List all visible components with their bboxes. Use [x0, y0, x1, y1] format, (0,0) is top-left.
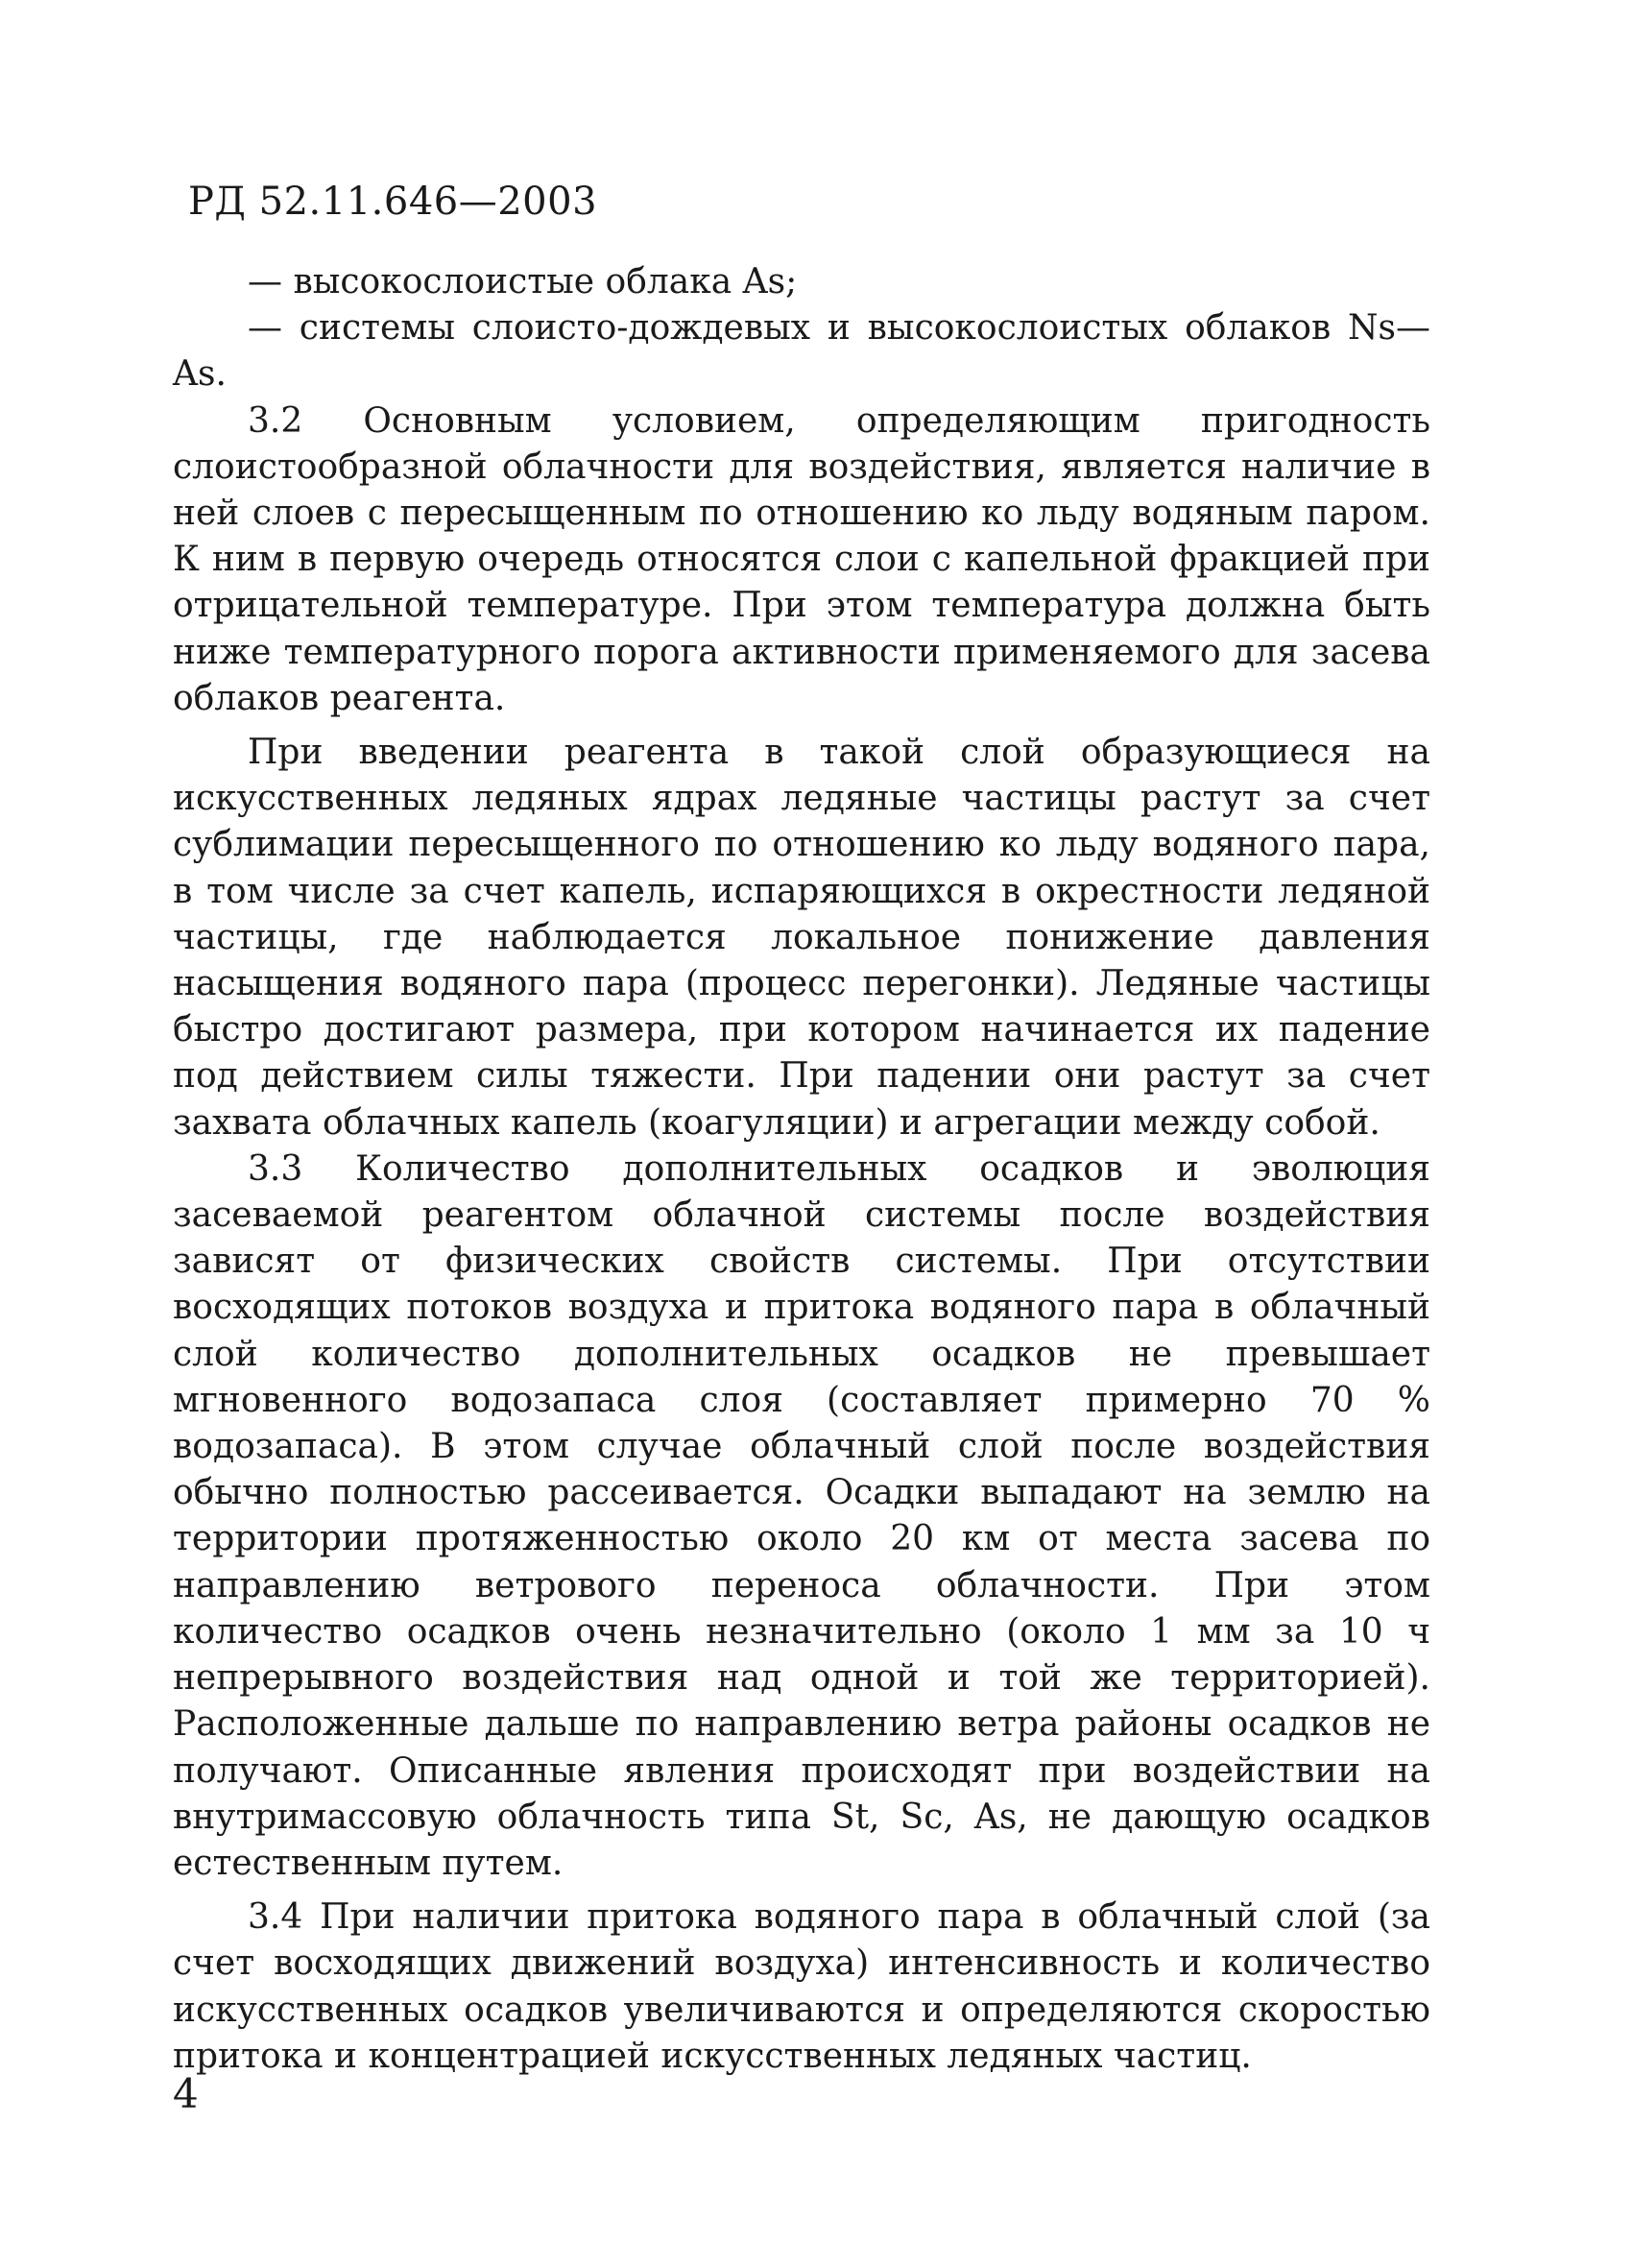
list-item-ns-as: — системы слоисто-дождевых и высокослоистых облаков Ns—As. — [173, 308, 1430, 395]
paragraph-3-2: 3.2 Основным условием, определяющим пригодность слоистообразной облачности для воздействия, является наличие в ней слоев с пересыщенным по отношению ко льду водяным паром. К ним в первую очередь относятся слои с капельной фракцией при отрицательной температуре. При этом температура должна быть ниже температурного порога активности применяемого для засева облаков реагента. — [173, 400, 1430, 718]
document-body — [173, 259, 1430, 2080]
document-header-id: РД 52.11.646—2003 — [188, 180, 598, 224]
paragraph-3-4: 3.4 При наличии притока водяного пара в облачный слой (за счет восходящих движений воздуха) интенсивность и количество искусственных осадков увеличиваются и определяются скоростью притока и концентрацией искусственных ледяных частиц. — [173, 1897, 1430, 2076]
list-item-as: — высокослоистые облака As; — [248, 262, 798, 302]
page-number: 4 — [173, 2070, 199, 2117]
paragraph-3-3: 3.3 Количество дополнительных осадков и эволюция засеваемой реагентом облачной системы после воздействия зависят от физических свойств системы. При отсутствии восходящих потоков воздуха и притока водяного пара в облачный слой количество дополнительных осадков не превышает мгновенного водозапаса слоя (составляет примерно 70 % водозапаса). В этом случае облачный слой после воздействия обычно полностью рассеивается. Осадки выпадают на землю на территории протяженностью около 20 км от места засева по направлению ветрового переноса облачности. При этом количество осадков очень незначительно (около 1 мм за 10 ч непрерывного воздействия над одной и той же территорией). Расположенные дальше по направлению ветра районы осадков не получают. Описанные явления происходят при воздействии на внутримассовую облачность типа St, Sc, As, не дающую осадков естественным путем. — [173, 1148, 1430, 1883]
paragraph-reagent-introduction: При введении реагента в такой слой образующиеся на искусственных ледяных ядрах ледяные частицы растут за счет сублимации пересыщенного по отношению ко льду водяного пара, в том числе за счет капель, испаряющихся в окрестности ледяной частицы, где наблюдается локальное понижение давления насыщения водяного пара (процесс перегонки). Ледяные частицы быстро достигают размера, при котором начинается их падение под действием силы тяжести. При падении они растут за счет захвата облачных капель (коагуляции) и агрегации между собой. — [173, 733, 1430, 1143]
